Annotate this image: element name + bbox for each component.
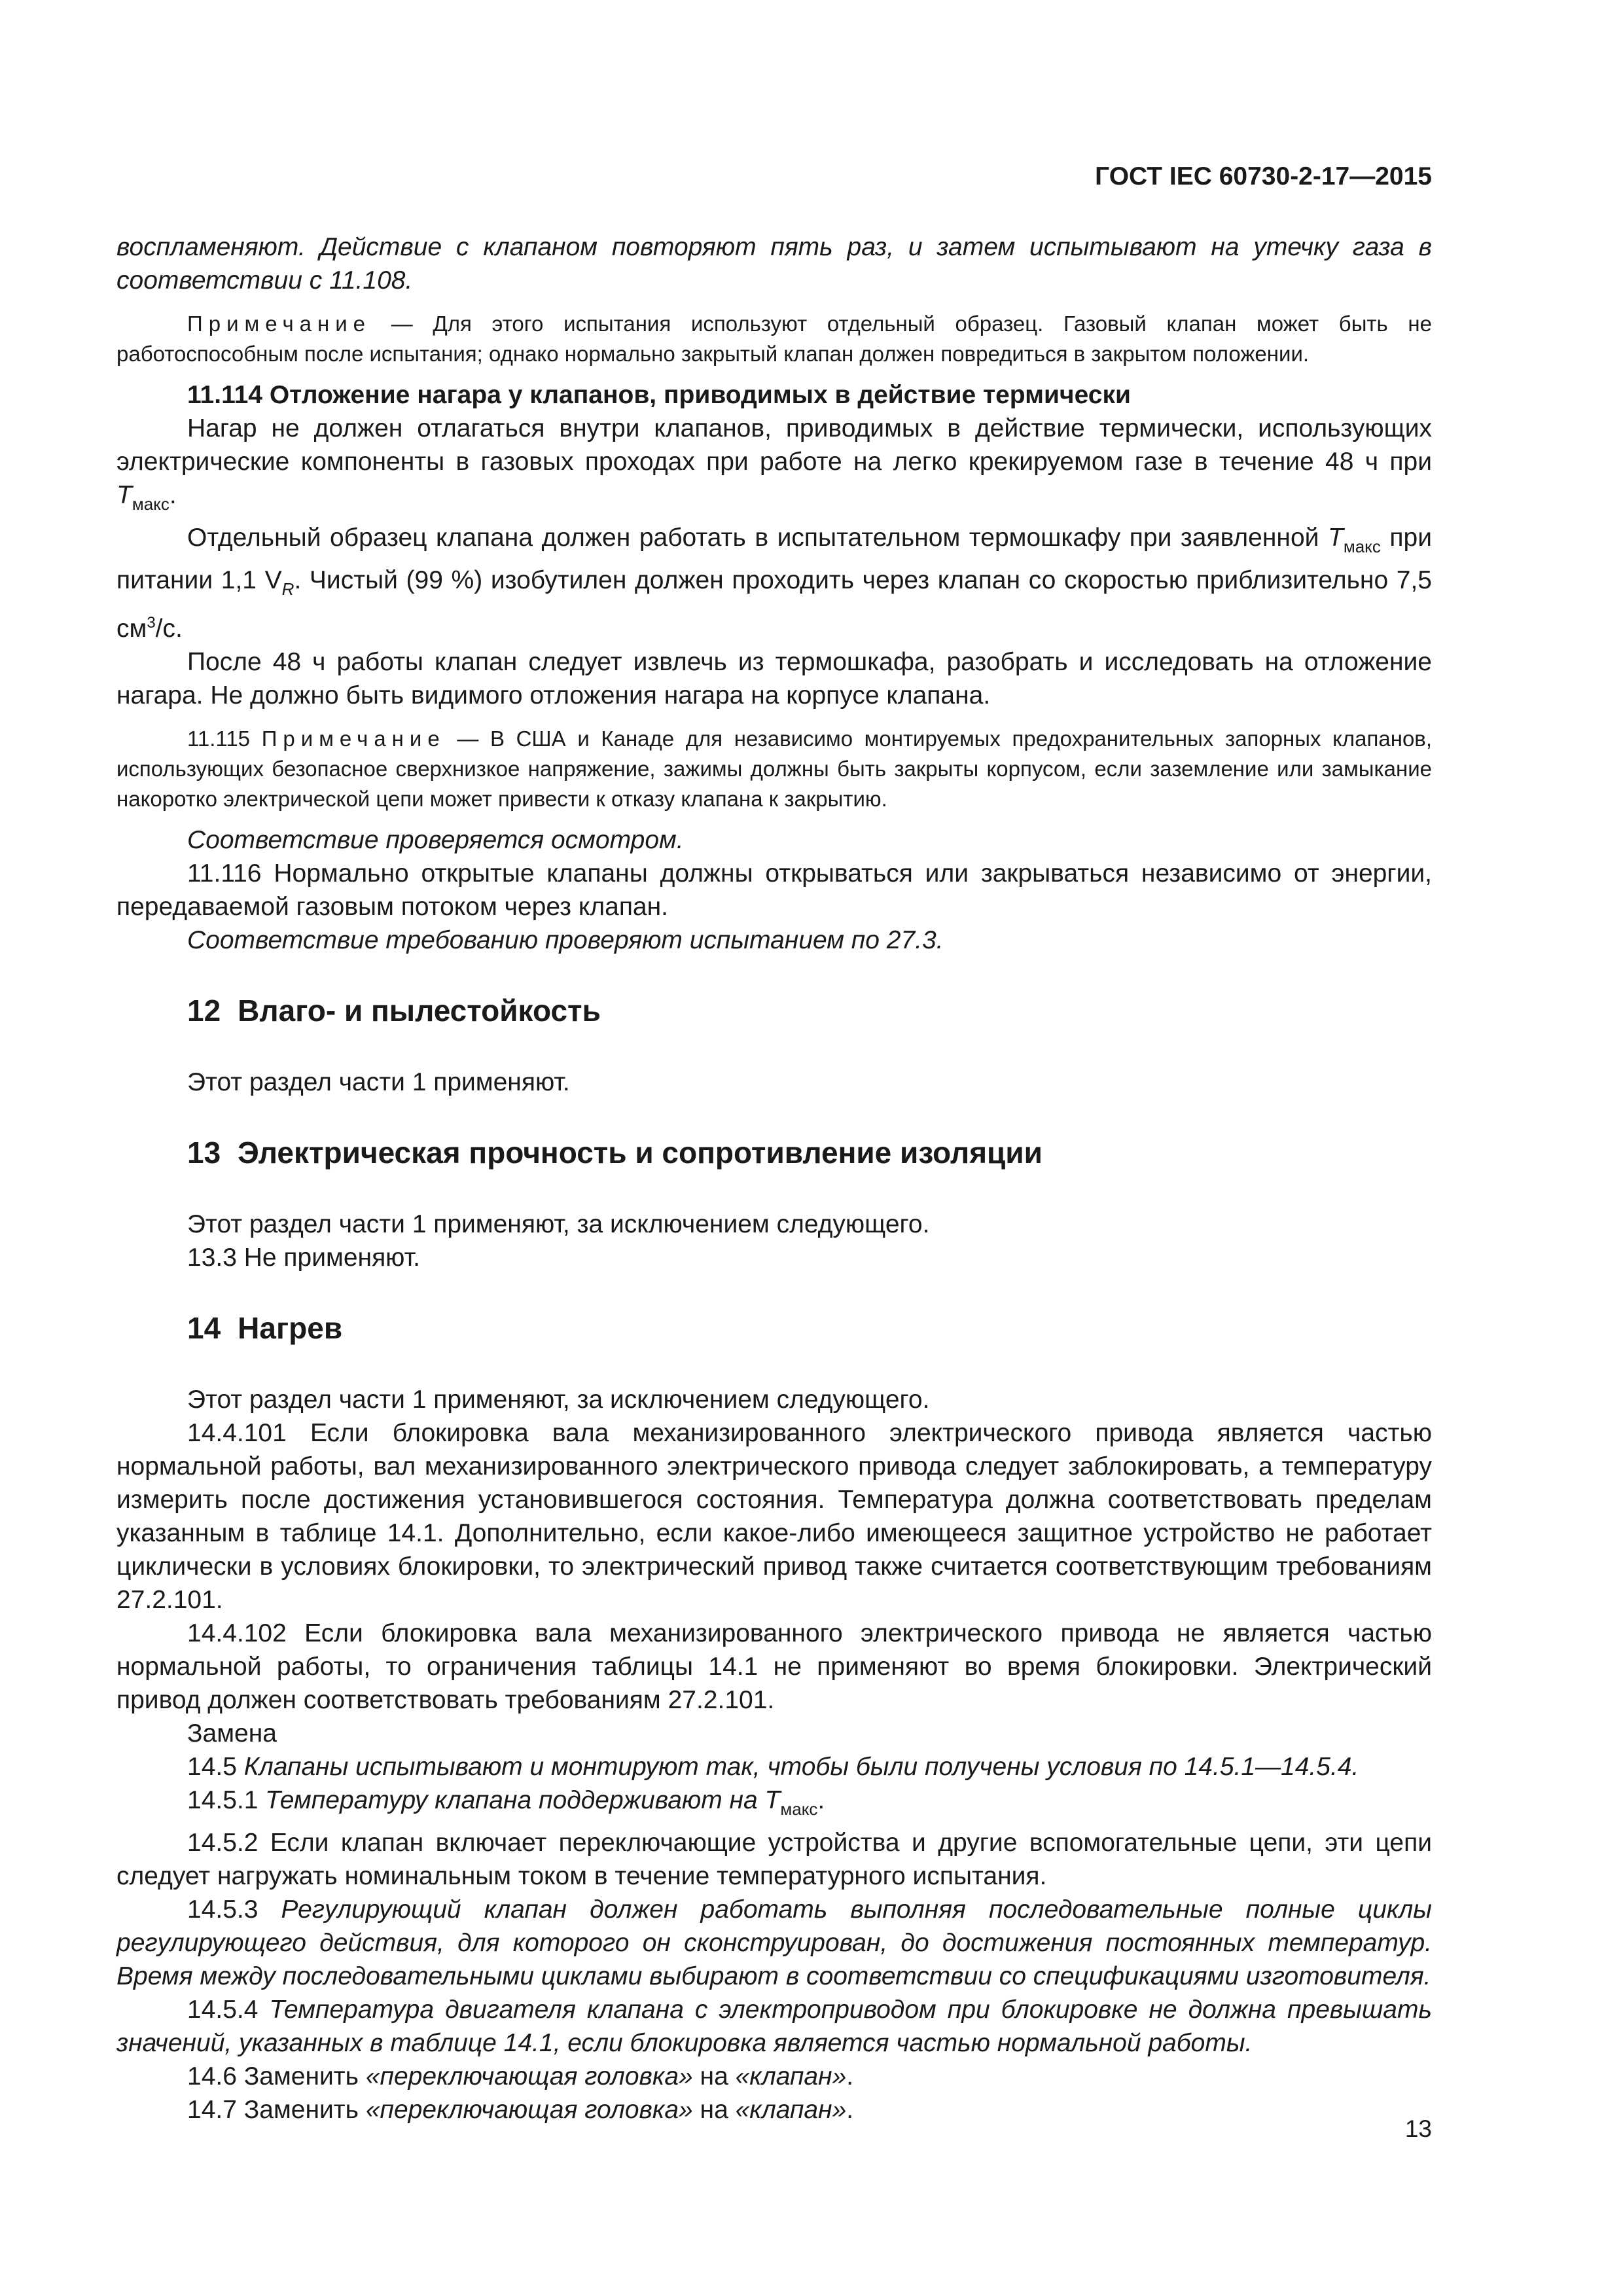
page-number: 13	[1404, 2115, 1432, 2142]
paragraph-14-4-102: 14.4.102 Если блокировка вала механизированного электрического привода не является частью нормальной работы, то ограничения таблицы 14.1 не применяют во время блокировки. Электрический привод должен соответствовать требованиям 27.2.101.	[116, 1619, 1432, 1714]
paragraph-14-5: 14.5 Клапаны испытывают и монтируют так, чтобы были получены условия по 14.5.1—14.5.4.	[187, 1753, 1359, 1781]
section-heading-14: 14 Нагрев	[187, 1311, 343, 1345]
paragraph-14-5-3: 14.5.3 Регулирующий клапан должен работать выполняя последовательные полные циклы регулирующего действия, для которого он сконструирован, до достижения постоянных температур. Время между последовательными циклами выбирают в соответствии со спецификациями изготовителя.	[116, 1895, 1432, 1990]
paragraph-14-6: 14.6 Заменить «переключающая головка» на «клапан».	[187, 2062, 854, 2090]
paragraph: Отдельный образец клапана должен работать в испытательном термошкафу при заявленной $T_{макс}$ при питании 1,1 $V_R$. Чистый (99 %) изобутилен должен проходить через клапан со скоростью приблизительно 7,5 $см^3/с$.	[116, 524, 1433, 643]
conformity-text: Соответствие проверяется осмотром.	[187, 826, 684, 854]
note-label: Примечание	[187, 312, 372, 336]
paragraph: После 48 ч работы клапан следует извлечь из термошкафа, разобрать и исследовать на отложение нагара. Не должно быть видимого отложения нагара на корпусе клапана.	[116, 648, 1432, 709]
paragraph-14-4-101: 14.4.101 Если блокировка вала механизированного электрического привода является частью нормальной работы, вал механизированного электрического привода следует заблокировать, а температуру измерить после достижения установившегося состояния. Температура должна соответствовать пределам указанным в таблице 14.1. Дополнительно, если какое-либо имеющееся защитное устройство не работает циклически в условиях блокировки, то электрический привод также считается соответствующим требованиям 27.2.101.	[116, 1419, 1432, 1614]
conformity-text: Соответствие требованию проверяют испытанием по 27.3.	[187, 926, 944, 954]
document-page	[116, 0, 1432, 2296]
paragraph-14-5-4: 14.5.4 Температура двигателя клапана с электроприводом при блокировке не должна превышать значений, указанных в таблице 14.1, если блокировка является частью нормальной работы.	[116, 1996, 1432, 2057]
paragraph-continuation: воспламеняют. Действие с клапаном повторяют пять раз, и затем испытывают на утечку газа в соответствии с 11.108.	[116, 233, 1432, 295]
paragraph: Этот раздел части 1 применяют, за исключением следующего.	[187, 1210, 930, 1238]
paragraph-14-5-2: 14.5.2 Если клапан включает переключающие устройства и другие вспомогательные цепи, эти цепи следует нагружать номинальным током в течение температурного испытания.	[116, 1829, 1432, 1890]
note-11-115: 11.115 Примечание — В США и Канаде для независимо монтируемых предохранительных запорных клапанов, использующих безопасное сверхнизкое напряжение, зажимы должны быть закрыты корпусом, если заземление или замыкание накоротко электрической цепи может привести к отказу клапана к закрытию.	[116, 726, 1433, 811]
paragraph: 13.3 Не применяют.	[187, 1244, 420, 1272]
paragraph: Этот раздел части 1 применяют, за исключением следующего.	[187, 1386, 930, 1414]
subsection-heading-11-114: 11.114 Отложение нагара у клапанов, приводимых в действие термически	[187, 381, 1131, 409]
paragraph-11-116: 11.116 Нормально открытые клапаны должны открываться или закрываться независимо от энергии, передаваемой газовым потоком через клапан.	[116, 859, 1432, 921]
note-text: — Для этого испытания используют отдельный образец. Газовый клапан может быть не работоспособным после испытания; однако нормально закрытый клапан должен повредиться в закрытом положении.	[116, 312, 1432, 366]
section-heading-12: 12 Влаго- и пылестойкость	[187, 994, 601, 1028]
paragraph: Замена	[187, 1719, 277, 1748]
paragraph-14-7: 14.7 Заменить «переключающая головка» на «клапан».	[187, 2096, 854, 2124]
paragraph-14-5-1: 14.5.1 Температуру клапана поддерживают на $T_{макс}$.	[187, 1786, 825, 1819]
document-body	[116, 230, 1432, 2126]
section-heading-13: 13 Электрическая прочность и сопротивление изоляции	[187, 1136, 1043, 1170]
paragraph: Нагар не должен отлагаться внутри клапанов, приводимых в действие термически, использующих электрические компоненты в газовых проходах при работе на легко крекируемом газе в течение 48 ч при $T_{макс}$.	[116, 414, 1432, 514]
paragraph: Этот раздел части 1 применяют.	[187, 1068, 570, 1096]
note	[116, 309, 1432, 369]
document-header: ГОСТ IEC 60730-2-17—2015	[1095, 162, 1432, 190]
